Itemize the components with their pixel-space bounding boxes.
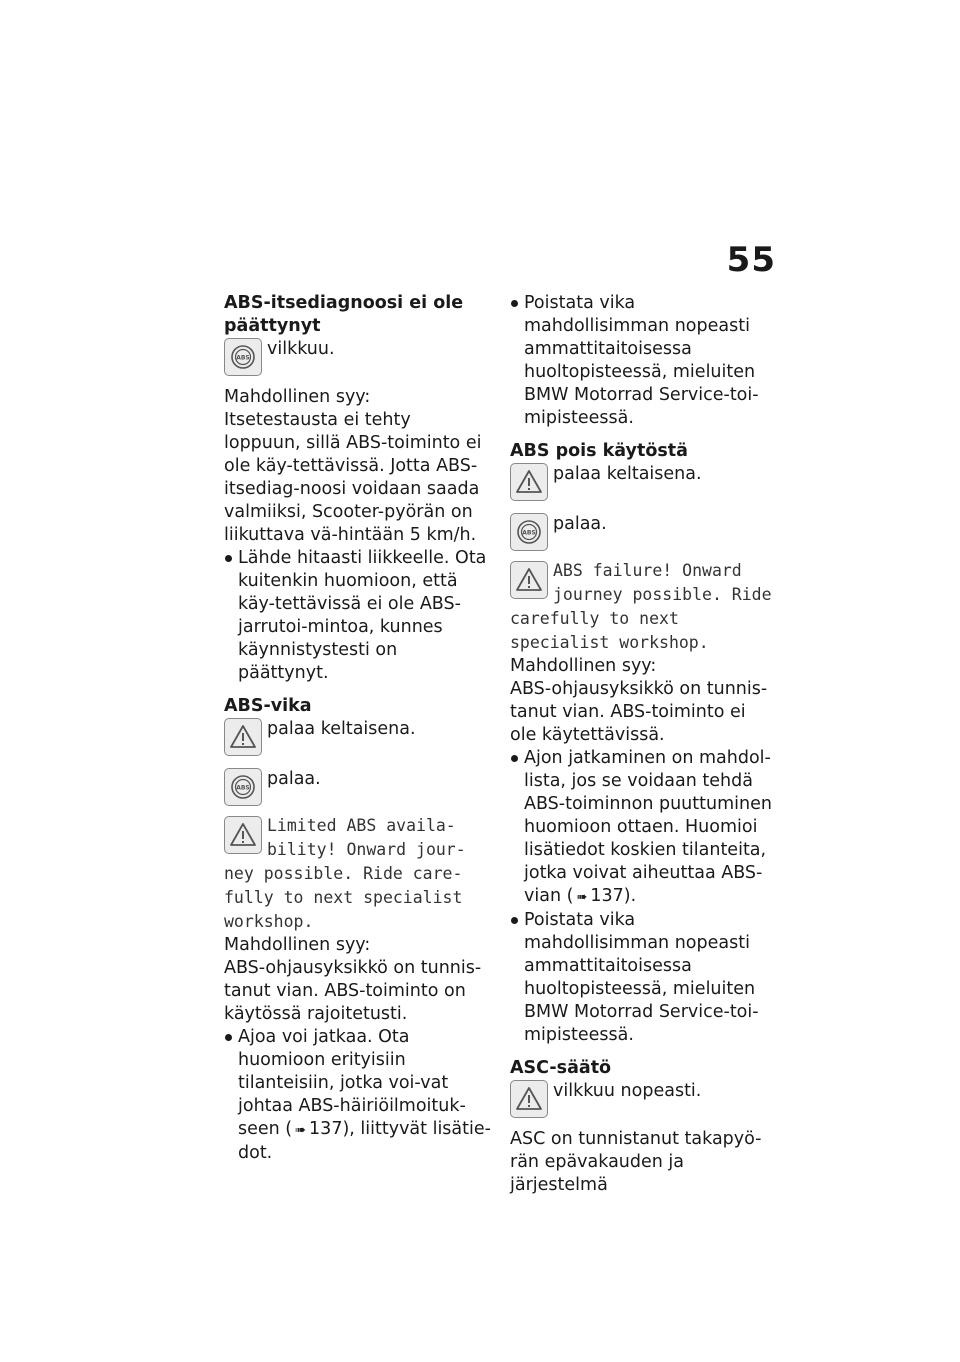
abs-icon-status: vilkkuu.	[267, 339, 335, 359]
display-message: Limited ABS availa-bility! Onward jour-ney possible. Ride care-fully to next specialist workshop.	[224, 816, 466, 931]
asc-warning-icon	[510, 1080, 548, 1118]
display-message-block	[510, 559, 774, 655]
instruction-item: Lähde hitaasti liikkeelle. Ota kuitenkin huomioon, että käy-tettävissä ei ole ABS-jarrutoi-mintoa, kunnes käynnistystesti on päättynyt.	[224, 547, 492, 685]
asc-icon-status: vilkkuu nopeasti.	[553, 1081, 702, 1101]
section-title-asc: ASC-säätö	[510, 1058, 612, 1078]
cause-text: Itsetestausta ei tehty loppuun, sillä ABS-toiminto ei ole käy-tettävissä. Jotta ABS-itsediag-noosi voidaan saada valmiiksi, Scooter-pyörän on liikuttava vä-hintään 5 km/h.	[224, 410, 482, 545]
cause-label: Mahdollinen syy:	[224, 935, 371, 955]
instruction-item: Poistata vika mahdollisimman nopeasti ammattitaitoisessa huoltopisteessä, mieluiten BMW Motorrad Service-toi-mipisteessä.	[510, 909, 774, 1047]
abs-warning-icon	[510, 513, 548, 551]
page-reference-arrow-icon: ➠	[295, 1123, 307, 1138]
section-title-abs-fault: ABS-vika	[224, 696, 312, 716]
abs-warning-icon	[224, 338, 262, 376]
instruction-list	[510, 292, 774, 430]
abs-icon-row	[224, 768, 492, 806]
abs-icon-status: palaa.	[267, 769, 321, 789]
abs-icon-status: palaa.	[553, 514, 607, 534]
instruction-list	[224, 547, 492, 685]
display-message: ABS failure! Onward journey possible. Ride carefully to next specialist workshop.	[510, 561, 772, 652]
abs-warning-icon	[224, 768, 262, 806]
page-reference-arrow-icon: ➠	[576, 890, 588, 905]
page-number: 55	[726, 240, 776, 280]
svg-text:ABS: ABS	[236, 784, 250, 792]
abs-icon-row	[510, 513, 774, 551]
general-warning-icon	[510, 561, 548, 599]
general-warning-status: palaa keltaisena.	[553, 464, 702, 484]
cause-label: Mahdollinen syy:	[510, 656, 657, 676]
general-warning-icon	[224, 718, 262, 756]
section-title-abs-self-diagnosis: ABS-itsediagnoosi ei ole päättynyt	[224, 293, 464, 336]
cause-label: Mahdollinen syy:	[224, 387, 371, 407]
right-column	[510, 292, 774, 1197]
instruction-item: Poistata vika mahdollisimman nopeasti ammattitaitoisessa huoltopisteessä, mieluiten BMW Motorrad Service-toi-mipisteessä.	[510, 292, 774, 430]
cause-text: ABS-ohjausyksikkö on tunnis-tanut vian. ABS-toiminto ei ole käytettävissä.	[510, 679, 768, 745]
general-warning-icon	[224, 816, 262, 854]
asc-icon-row	[510, 1080, 774, 1118]
instruction-item: Ajoa voi jatkaa. Ota huomioon erityisiin tilanteisiin, jotka voi-vat johtaa ABS-häiriöilmoituk-seen ( ➠ 137), liittyvät lisätie-dot.	[224, 1026, 492, 1165]
general-warning-icon	[510, 463, 548, 501]
left-column	[224, 292, 492, 1165]
svg-text:ABS: ABS	[236, 354, 250, 362]
display-message-block	[224, 814, 492, 934]
instruction-item: Ajon jatkaminen on mahdol-lista, jos se voidaan tehdä ABS-toiminnon puuttuminen huomioon ottaen. Huomioi lisätiedot koskien tilanteita, jotka voivat aiheuttaa ABS-vian ( ➠ 137).	[510, 747, 774, 909]
svg-text:ABS: ABS	[522, 529, 536, 537]
general-warning-icon-row	[510, 463, 774, 501]
general-warning-icon-row	[224, 718, 492, 756]
general-warning-status: palaa keltaisena.	[267, 719, 416, 739]
page-reference[interactable]: 137	[590, 886, 624, 906]
abs-icon-row	[224, 338, 492, 376]
asc-description: ASC on tunnistanut takapyö-rän epävakauden ja järjestelmä	[510, 1129, 762, 1195]
section-title-abs-off: ABS pois käytöstä	[510, 441, 688, 461]
page-reference[interactable]: 137	[309, 1119, 343, 1139]
instruction-list	[224, 1026, 492, 1165]
cause-text: ABS-ohjausyksikkö on tunnis-tanut vian. ABS-toiminto on käytössä rajoitetusti.	[224, 958, 482, 1024]
instruction-list	[510, 747, 774, 1047]
